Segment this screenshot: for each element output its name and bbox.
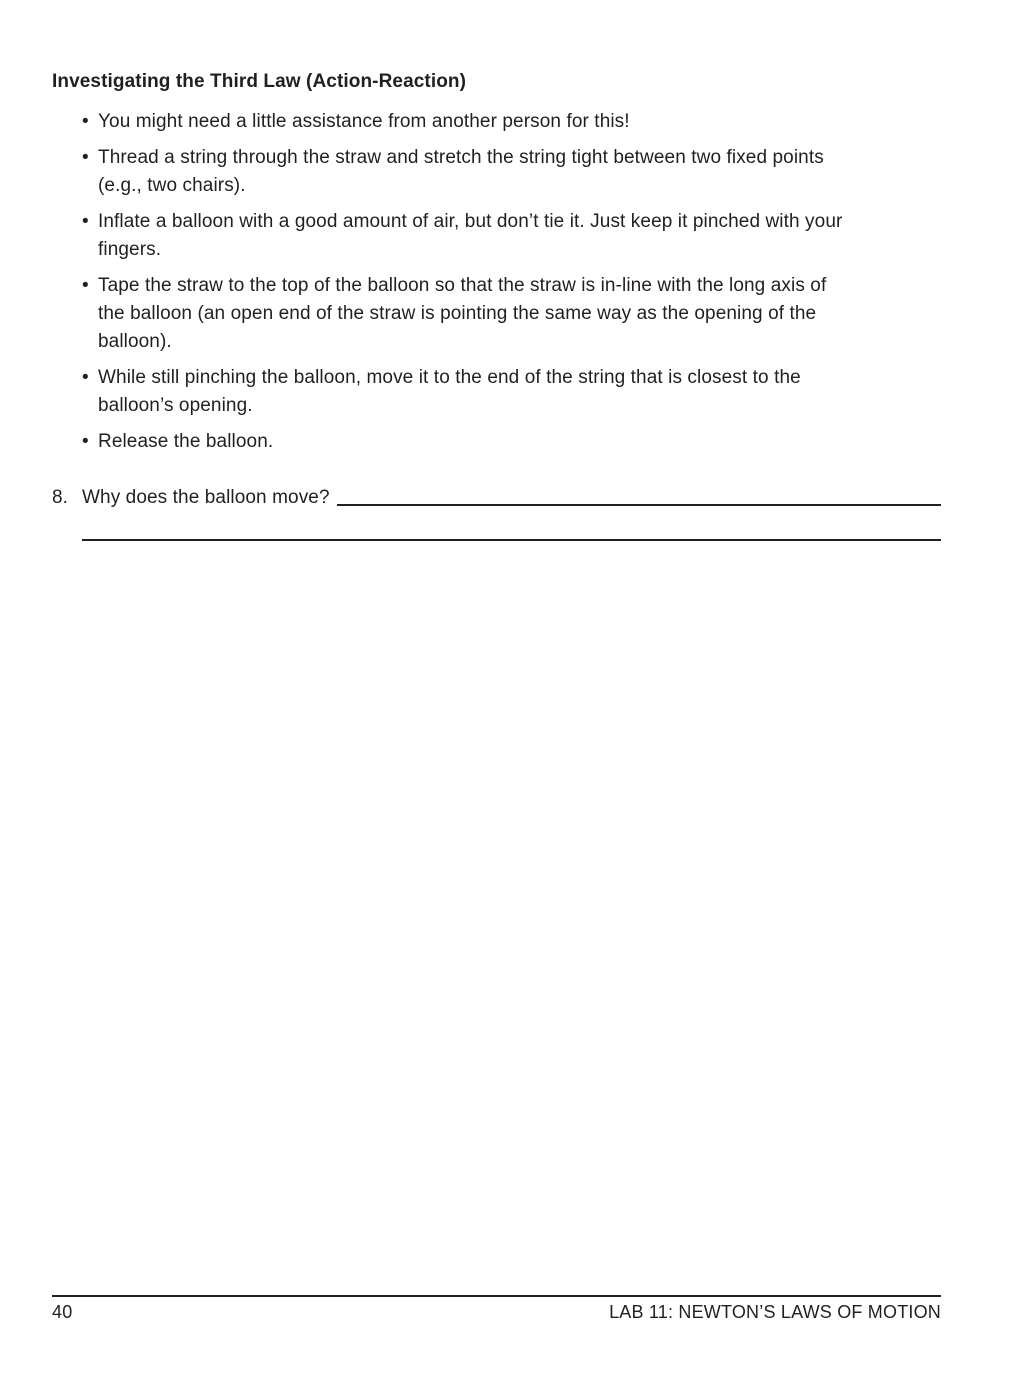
- list-item-text: balloon’s opening.: [98, 395, 253, 416]
- list-item: [52, 272, 941, 356]
- answer-blank-line-2: [82, 539, 941, 541]
- list-item-text: • While still pinching the balloon, move it to the end of the string that is closest to the: [98, 367, 801, 388]
- answer-blank-line-1: [337, 484, 941, 506]
- question-8: [52, 484, 941, 512]
- list-item-text: • Thread a string through the straw and stretch the string tight between two fixed points: [98, 147, 824, 168]
- list-item-text: (e.g., two chairs).: [98, 175, 246, 196]
- list-item: [52, 108, 941, 136]
- section-heading: Investigating the Third Law (Action-Reaction): [52, 71, 467, 92]
- list-item-text: • Release the balloon.: [98, 431, 274, 452]
- list-item-text: the balloon (an open end of the straw is pointing the same way as the opening of the: [98, 303, 817, 324]
- list-item-text: • You might need a little assistance from another person for this!: [98, 111, 630, 132]
- list-item-text: fingers.: [98, 239, 162, 260]
- instruction-list: [52, 108, 941, 456]
- list-item: [52, 208, 941, 264]
- list-item: [52, 428, 941, 456]
- question-number: 8.: [52, 487, 69, 508]
- list-item-text: balloon).: [98, 331, 172, 352]
- list-item: [52, 364, 941, 420]
- list-item-text: • Tape the straw to the top of the balloon so that the straw is in-line with the long axis of: [98, 275, 827, 296]
- page-footer: [52, 1295, 941, 1323]
- page-number: 40: [52, 1302, 73, 1322]
- question-text: Why does the balloon move?: [82, 487, 330, 508]
- list-item: [52, 144, 941, 200]
- list-item-text: • Inflate a balloon with a good amount of air, but don’t tie it. Just keep it pinched with your: [98, 211, 843, 232]
- footer-title: LAB 11: NEWTON’S LAWS OF MOTION: [609, 1302, 941, 1322]
